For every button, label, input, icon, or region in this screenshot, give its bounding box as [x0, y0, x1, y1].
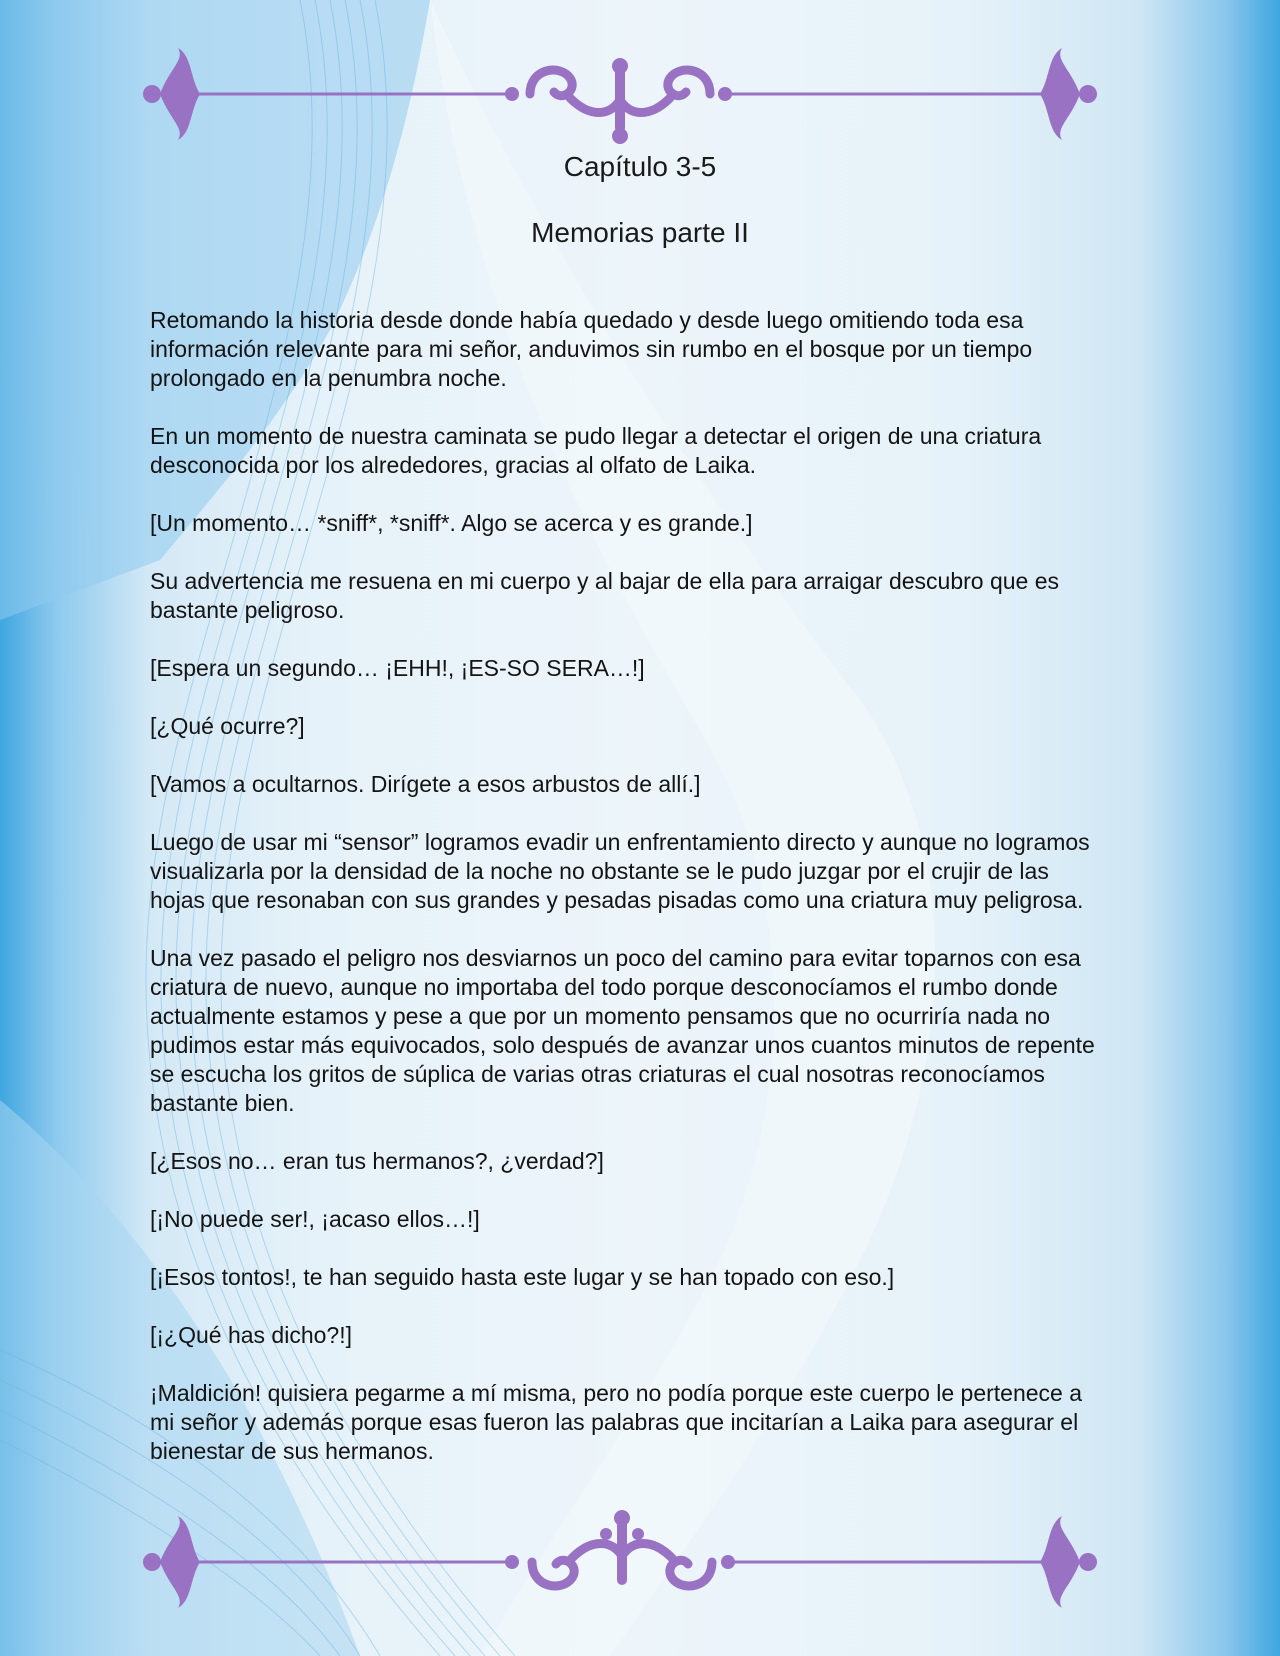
paragraph: [¡No puede ser!, ¡acaso ellos…!] — [150, 1206, 480, 1232]
paragraph: [Un momento… *sniff*, *sniff*. Algo se acerca y es grande.] — [150, 510, 753, 536]
chapter-title: Capítulo 3-5 — [563, 151, 717, 182]
paragraph: [¿Qué ocurre?] — [150, 713, 305, 739]
paragraph: Luego de usar mi “sensor” logramos evadir un enfrentamiento directo y aunque no logramos visualizarla por la densidad de la noche no obstante se le pudo juzgar por el crujir de las hojas que resonaban con sus grandes y pesadas pisadas como una criatura muy peligrosa. — [150, 829, 1090, 913]
paragraph: Una vez pasado el peligro nos desviarnos un poco del camino para evitar toparnos con esa criatura de nuevo, aunque no importaba del todo porque desconocíamos el rumbo donde actualmente estamos y pese a que por un momento pensamos que no ocurriría nada no pudimos estar más equivocados, solo después de avanzar unos cuantos minutos de repente se escucha los gritos de súplica de varias otras criaturas el cual nosotras reconocíamos bastante bien. — [150, 945, 1095, 1116]
paragraph: [¡Esos tontos!, te han seguido hasta este lugar y se han topado con eso.] — [150, 1264, 895, 1290]
paragraph: [¿Esos no… eran tus hermanos?, ¿verdad?] — [150, 1148, 604, 1174]
chapter-subtitle: Memorias parte II — [531, 217, 749, 248]
paragraph: [Espera un segundo… ¡EHH!, ¡ES-SO SERA…!] — [150, 655, 645, 681]
paragraph: ¡Maldición! quisiera pegarme a mí misma, pero no podía porque este cuerpo le pertenece a mi señor y además porque esas fueron las palabras que incitarían a Laika para asegurar el bienestar de sus hermanos. — [150, 1380, 1083, 1464]
paragraph: [Vamos a ocultarnos. Dirígete a esos arbustos de allí.] — [150, 771, 701, 797]
document-body — [150, 306, 1100, 1495]
purple-scroll-ornament-icon — [130, 38, 1130, 158]
paragraph: Su advertencia me resuena en mi cuerpo y al bajar de ella para arraigar descubro que es bastante peligroso. — [150, 568, 1060, 623]
paragraph: En un momento de nuestra caminata se pudo llegar a detectar el origen de una criatura desconocida por los alrededores, gracias al olfato de Laika. — [150, 423, 1042, 478]
purple-scroll-ornament-icon — [130, 1500, 1130, 1620]
title-block — [0, 145, 1280, 255]
paragraph: [¡¿Qué has dicho?!] — [150, 1322, 352, 1348]
paragraph: Retomando la historia desde donde había quedado y desde luego omitiendo toda esa información relevante para mi señor, anduvimos sin rumbo en el bosque por un tiempo prolongado en la penumbra noche. — [150, 307, 1033, 391]
